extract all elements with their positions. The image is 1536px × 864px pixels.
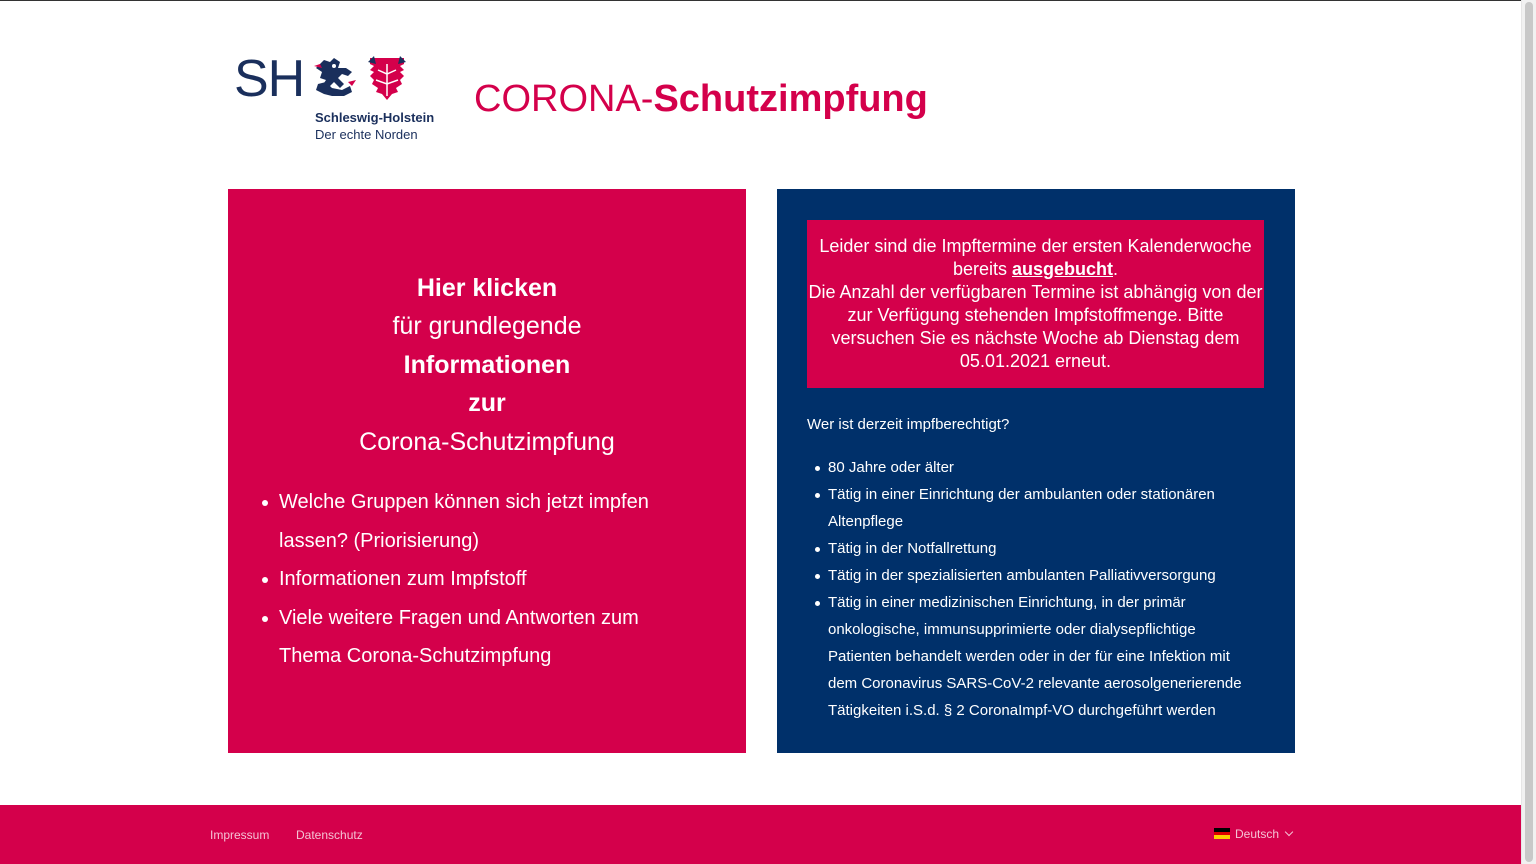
page-title-prefix: CORONA- xyxy=(474,78,654,120)
info-headline-line-5: Corona-Schutzimpfung xyxy=(359,428,615,456)
eligibility-item: 80 Jahre oder älter xyxy=(813,454,1253,481)
language-label: Deutsch xyxy=(1235,827,1280,841)
page-title xyxy=(474,76,928,122)
info-headline-line-4: zur xyxy=(468,389,506,417)
info-topic-item: Welche Gruppen können sich jetzt impfen lassen? (Priorisierung) xyxy=(260,483,700,560)
notice-text-2: . xyxy=(1113,259,1119,279)
logo-slogan: Der echte Norden xyxy=(315,127,418,142)
logo-abbrev: SH xyxy=(234,50,305,108)
language-selector[interactable] xyxy=(1214,827,1292,841)
eligibility-question: Wer ist derzeit impfberechtigt? xyxy=(807,416,1010,433)
eligibility-item: Tätig in einer medizinischen Einrichtung, in der primär onkologische, immunsupprimierte oder dialysepflichtige Patienten behandelt werden oder in der für eine Infektion mit dem Coronavirus SARS-CoV-2 relevante aerosolgenerierende Tätigkeiten i.S.d. § 2 CoronaImpf-VO durchgeführt werden xyxy=(813,589,1253,724)
notice-text-1: Leider sind die Impftermine der ersten Kalenderwoche bereits xyxy=(819,236,1252,279)
info-headline-line-2: für grundlegende xyxy=(392,312,582,340)
info-headline-line-3: Informationen xyxy=(403,351,571,379)
info-panel-link[interactable] xyxy=(228,189,746,753)
schleswig-holstein-logo[interactable] xyxy=(232,52,452,144)
scrollbar-thumb[interactable] xyxy=(1525,2,1533,862)
datenschutz-link[interactable]: Datenschutz xyxy=(296,828,363,842)
eligibility-panel xyxy=(777,189,1295,753)
fully-booked-link[interactable]: ausgebucht xyxy=(1012,259,1114,279)
window-top-border xyxy=(0,0,1536,1)
info-topic-item: Viele weitere Fragen und Antworten zum Thema Corona-Schutzimpfung xyxy=(260,599,700,676)
eligibility-item: Tätig in einer Einrichtung der ambulanten oder stationären Altenpflege xyxy=(813,481,1253,535)
footer xyxy=(0,805,1522,864)
info-topic-list xyxy=(260,483,700,676)
eligibility-list xyxy=(813,454,1253,724)
eligibility-item: Tätig in der spezialisierten ambulanten Palliativversorgung xyxy=(813,562,1253,589)
chevron-down-icon xyxy=(1285,828,1293,836)
eligibility-item: Tätig in der Notfallrettung xyxy=(813,535,1253,562)
coat-of-arms-icon xyxy=(312,54,408,102)
german-flag-icon xyxy=(1214,828,1230,839)
page-title-main: Schutzimpfung xyxy=(653,78,928,120)
page-scrollbar[interactable] xyxy=(1521,0,1536,864)
info-headline-line-1: Hier klicken xyxy=(416,274,558,302)
logo-state-name: Schleswig-Holstein xyxy=(315,110,435,125)
notice-text-3: Die Anzahl der verfügbaren Termine ist abhängig von der zur Verfügung stehenden Impfstoffmenge. Bitte versuchen Sie es nächste Woche ab Dienstag dem 05.01.2021 erneut. xyxy=(808,282,1263,371)
info-topic-item: Informationen zum Impfstoff xyxy=(260,560,700,599)
booking-notice xyxy=(807,220,1264,388)
impressum-link[interactable]: Impressum xyxy=(210,828,270,842)
